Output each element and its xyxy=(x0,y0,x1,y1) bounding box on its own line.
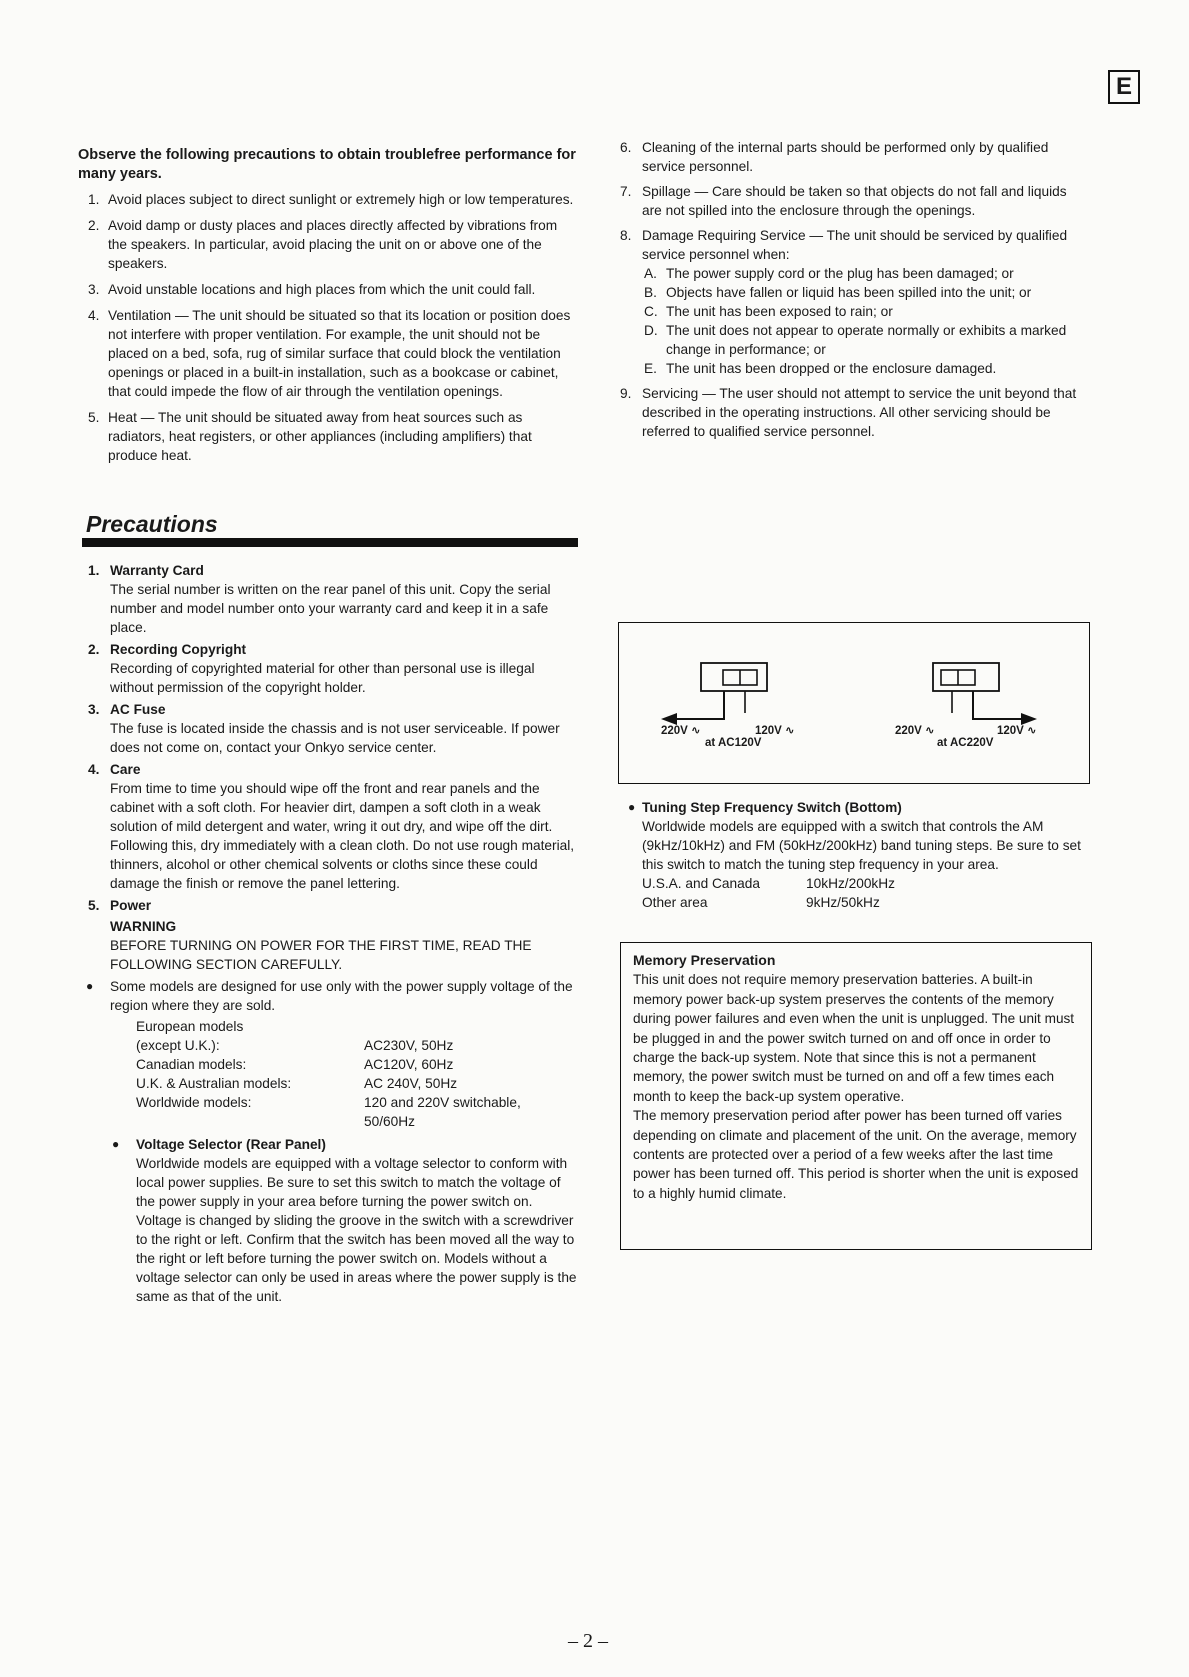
item-title: AC Fuse xyxy=(110,702,166,717)
item-title: Power xyxy=(110,898,152,913)
table-row xyxy=(642,874,1092,893)
switch-illustration xyxy=(619,623,1089,783)
left-column xyxy=(78,140,578,1306)
item-number: 2. xyxy=(88,218,100,233)
model-value: AC230V, 50Hz xyxy=(364,1038,454,1053)
memory-paragraph: The memory preservation period after power has been turned off varies depending on climate and placement of the unit. On the average, memory contents are protected over a period of a few weeks after the last time power has been turned off. This period is shorter when the unit is exposed to a highly humid climate. xyxy=(633,1108,1079,1201)
item-letter: D. xyxy=(644,323,658,338)
list-item xyxy=(620,138,1090,176)
item-number: 7. xyxy=(620,184,632,199)
item-text: Ventilation — The unit should be situated so that its location or position does not interfere with proper ventilation. For example, the unit should not be placed on a bed, sofa, rug of similar surface that could block the ventilation openings or placed in a built-in installation, such as a bookcase or cabinet, that could impede the flow of air through the ventilation openings. xyxy=(108,308,571,399)
item-text: Objects have fallen or liquid has been spilled into the unit; or xyxy=(666,285,1032,300)
item-number: 5. xyxy=(88,898,100,913)
power-bullet: ● Some models are designed for use only with the power supply voltage of the region where they are sold. xyxy=(78,977,578,1015)
voltage-selector xyxy=(78,1135,578,1306)
list-item xyxy=(620,182,1090,220)
voltage-selector-diagram xyxy=(618,622,1090,784)
memory-paragraph: This unit does not require memory preservation batteries. A built-in memory power back-up system preserves the contents of the memory during power failures and even when the unit is unplugged. The unit must be plugged in and the power switch turned on and off once in order to charge the back-up system. Note that since this is not a permanent memory, the power switch must be turned on and off a few times each month to keep the back-up system operative. xyxy=(633,972,1075,1104)
memory-preservation-box xyxy=(620,942,1092,1250)
item-text: The fuse is located inside the chassis and is not user serviceable. If power does not come on, contact your Onkyo service center. xyxy=(110,721,560,755)
care-item xyxy=(78,760,578,893)
tuning-text: Worldwide models are equipped with a switch that controls the AM (9kHz/10kHz) and FM (50kHz/200kHz) band tuning steps. Be sure to set this switch to match the tuning step frequency in your area. xyxy=(642,819,1081,872)
intro-heading: Observe the following precautions to obtain troublefree performance for many years. xyxy=(78,147,576,182)
area-label: U.S.A. and Canada xyxy=(642,876,760,891)
page-number: – 2 – xyxy=(568,1630,608,1652)
model-value: AC120V, 60Hz xyxy=(364,1057,454,1072)
item-title: Warranty Card xyxy=(110,563,204,578)
models-table xyxy=(136,1017,578,1131)
memory-title: Memory Preservation xyxy=(633,952,776,968)
item-text: Servicing — The user should not attempt to service the unit beyond that described in the operating instructions. All other servicing should be referred to qualified service personnel. xyxy=(642,386,1077,439)
item-text: The power supply cord or the plug has been damaged; or xyxy=(666,266,1014,281)
model-label: U.K. & Australian models: xyxy=(136,1076,292,1091)
warranty-item xyxy=(78,561,578,637)
area-value: 9kHz/50kHz xyxy=(806,895,880,910)
item-text: The serial number is written on the rear panel of this unit. Copy the serial number and model number onto your warranty card and keep it in a safe place. xyxy=(110,582,551,635)
area-label: Other area xyxy=(642,895,708,910)
list-item xyxy=(620,226,1090,378)
label-120v: 120V ∿ xyxy=(997,725,1037,737)
diagram-caption: at AC220V xyxy=(937,737,994,749)
table-row xyxy=(136,1074,578,1093)
item-text: Spillage — Care should be taken so that objects do not fall and liquids are not spilled into the enclosure through the openings. xyxy=(642,184,1067,218)
model-label: (except U.K.): xyxy=(136,1038,220,1053)
item-text: Avoid unstable locations and high places from which the unit could fall. xyxy=(108,282,536,297)
list-item xyxy=(78,216,578,273)
area-value: 10kHz/200kHz xyxy=(806,876,896,891)
list-item xyxy=(642,302,1090,321)
table-row xyxy=(136,1093,578,1131)
item-text: Recording of copyrighted material for other than personal use is illegal without permission of the copyright holder. xyxy=(110,661,535,695)
label-220v: 220V ∿ xyxy=(661,725,701,737)
language-badge: E xyxy=(1108,70,1140,104)
item-number: 4. xyxy=(88,308,100,323)
item-letter: B. xyxy=(644,285,657,300)
item-letter: E. xyxy=(644,361,657,376)
list-item xyxy=(78,408,578,465)
tuning-bullet xyxy=(620,798,1092,912)
diagram-caption: at AC120V xyxy=(705,737,762,749)
item-text: The unit has been exposed to rain; or xyxy=(666,304,893,319)
item-number: 4. xyxy=(88,762,100,777)
item-number: 6. xyxy=(620,140,632,155)
item-text: The unit has been dropped or the enclosure damaged. xyxy=(666,361,997,376)
table-row xyxy=(642,893,1092,912)
list-item xyxy=(642,264,1090,283)
voltage-selector-title: ● Voltage Selector (Rear Panel) xyxy=(136,1137,326,1152)
item-text: Avoid places subject to direct sunlight or extremely high or low temperatures. xyxy=(108,192,574,207)
list-item xyxy=(642,321,1090,359)
item-title: Care xyxy=(110,762,141,777)
list-item xyxy=(78,306,578,401)
section-title: Precautions xyxy=(86,511,218,537)
switch-icon xyxy=(933,663,1037,725)
right-list xyxy=(620,138,1090,441)
power-item xyxy=(78,896,578,974)
item-text: Damage Requiring Service — The unit should be serviced by qualified service personnel when: xyxy=(642,228,1068,262)
item-text: The unit does not appear to operate normally or exhibits a marked change in performance; or xyxy=(666,323,1067,357)
list-item xyxy=(620,384,1090,441)
item-number: 1. xyxy=(88,563,100,578)
label-220v: 220V ∿ xyxy=(895,725,935,737)
model-value: AC 240V, 50Hz xyxy=(364,1076,458,1091)
item-title: Recording Copyright xyxy=(110,642,247,657)
item-text: Heat — The unit should be situated away from heat sources such as radiators, heat registers, or other appliances (including amplifiers) that produce heat. xyxy=(108,410,532,463)
model-label: Worldwide models: xyxy=(136,1095,252,1110)
item-number: 9. xyxy=(620,386,632,401)
model-label: Canadian models: xyxy=(136,1057,247,1072)
list-item xyxy=(78,280,578,299)
item-number: 3. xyxy=(88,702,100,717)
item-letter: A. xyxy=(644,266,657,281)
precautions-list xyxy=(78,561,578,974)
item-number: 2. xyxy=(88,642,100,657)
warning-title: WARNING xyxy=(110,919,177,934)
item-number: 8. xyxy=(620,228,632,243)
fuse-item xyxy=(78,700,578,757)
list-item xyxy=(78,190,578,209)
service-conditions-list xyxy=(642,264,1090,378)
label-120v: 120V ∿ xyxy=(755,725,795,737)
intro-list xyxy=(78,190,578,465)
item-number: 5. xyxy=(88,410,100,425)
list-item xyxy=(642,359,1090,378)
item-letter: C. xyxy=(644,304,658,319)
right-column xyxy=(620,138,1090,447)
list-item xyxy=(642,283,1090,302)
model-value: 120 and 220V switchable, 50/60Hz xyxy=(364,1095,521,1129)
tuning-title: ● Tuning Step Frequency Switch (Bottom) xyxy=(642,800,902,815)
models-heading: European models xyxy=(136,1019,244,1034)
item-text: From time to time you should wipe off the front and rear panels and the cabinet with a soft cloth. For heavier dirt, dampen a soft cloth in a weak solution of mild detergent and water, wring it out dry, and wipe off the dirt. Following this, dry immediately with a clean cloth. Do not use rough material, thinners, alcohol or other chemical solvents or cloths since these could damage the finish or remove the panel lettering. xyxy=(110,781,575,891)
item-number: 3. xyxy=(88,282,100,297)
copyright-item xyxy=(78,640,578,697)
table-row xyxy=(136,1055,578,1074)
table-row xyxy=(136,1036,578,1055)
tuning-step-section xyxy=(620,796,1092,912)
item-number: 1. xyxy=(88,192,100,207)
title-rule xyxy=(82,538,578,547)
item-text: Avoid damp or dusty places and places directly affected by vibrations from the speakers. In particular, avoid placing the unit on or above one of the speakers. xyxy=(108,218,558,271)
voltage-selector-text: Worldwide models are equipped with a voltage selector to conform with local power supplies. Be sure to set this switch to match the voltage of the power supply in your area before turning the power switch on. Voltage is changed by sliding the groove in the switch with a screwdriver to the right or left. Confirm that the switch has been moved all the way to the right or left before turning the power switch on. Models without a voltage selector can only be used in areas where the power supply is the same as that of the unit. xyxy=(136,1156,577,1304)
switch-icon xyxy=(661,663,767,725)
warning-text: BEFORE TURNING ON POWER FOR THE FIRST TIME, READ THE FOLLOWING SECTION CAREFULLY. xyxy=(110,938,532,972)
item-text: Cleaning of the internal parts should be performed only by qualified service personnel. xyxy=(642,140,1049,174)
